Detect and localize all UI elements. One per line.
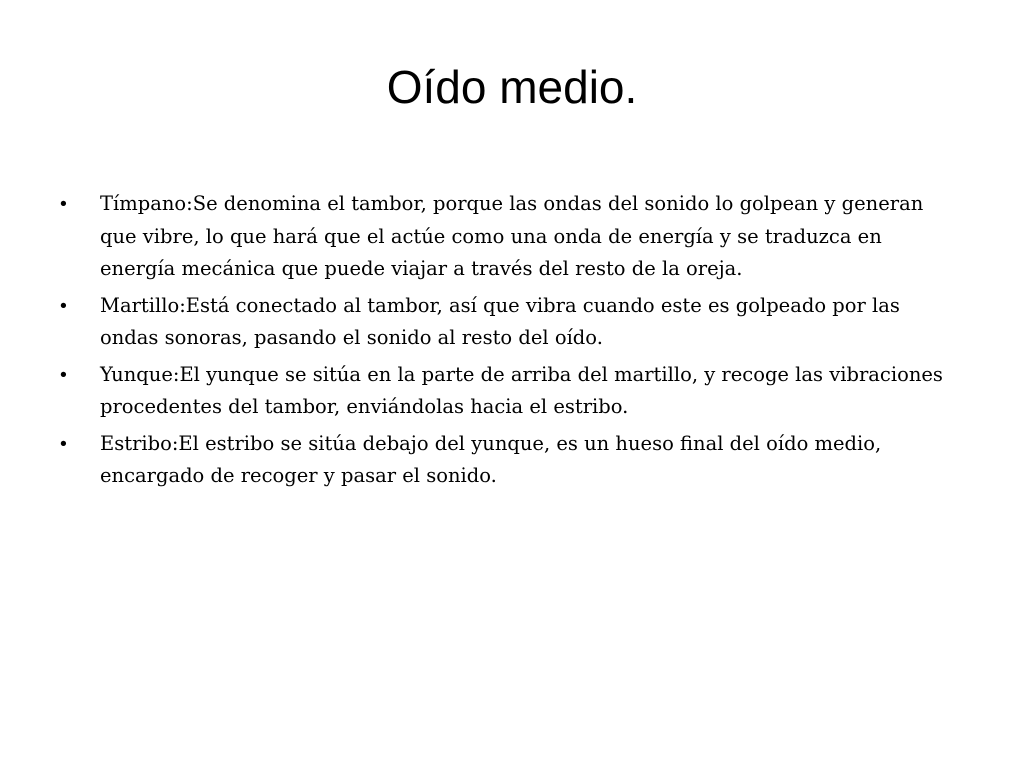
bullet-item-yunque [60, 359, 960, 424]
bullet-icon: • [60, 193, 67, 215]
slide-title: Oído medio. [386, 61, 638, 113]
bullet-text: Martillo:Está conectado al tambor, así que vibra cuando este es golpeado por las ondas sonoras, pasando el sonido al resto del oído. [100, 293, 900, 349]
bullet-text: Estribo:El estribo se sitúa debajo del yunque, es un hueso final del oído medio, encargado de recoger y pasar el sonido. [100, 431, 882, 487]
bullet-item-martillo [60, 290, 960, 355]
bullet-icon: • [60, 432, 67, 455]
bullet-item-timpano [60, 188, 960, 286]
bullet-text: Yunque:El yunque se sitúa en la parte de arriba del martillo, y recoge las vibraciones procedentes del tambor, enviándolas hacia el estribo. [100, 362, 943, 418]
bullet-text: Tímpano:Se denomina el tambor, porque las ondas del sonido lo golpean y generan que vibre, lo que hará que el actúe como una onda de energía y se traduzca en energía mecánica que puede viajar a través del resto de la oreja. [100, 192, 924, 280]
bullet-icon: • [60, 363, 67, 386]
bullet-list [60, 188, 960, 497]
bullet-icon: • [60, 294, 67, 317]
bullet-item-estribo [60, 428, 960, 493]
